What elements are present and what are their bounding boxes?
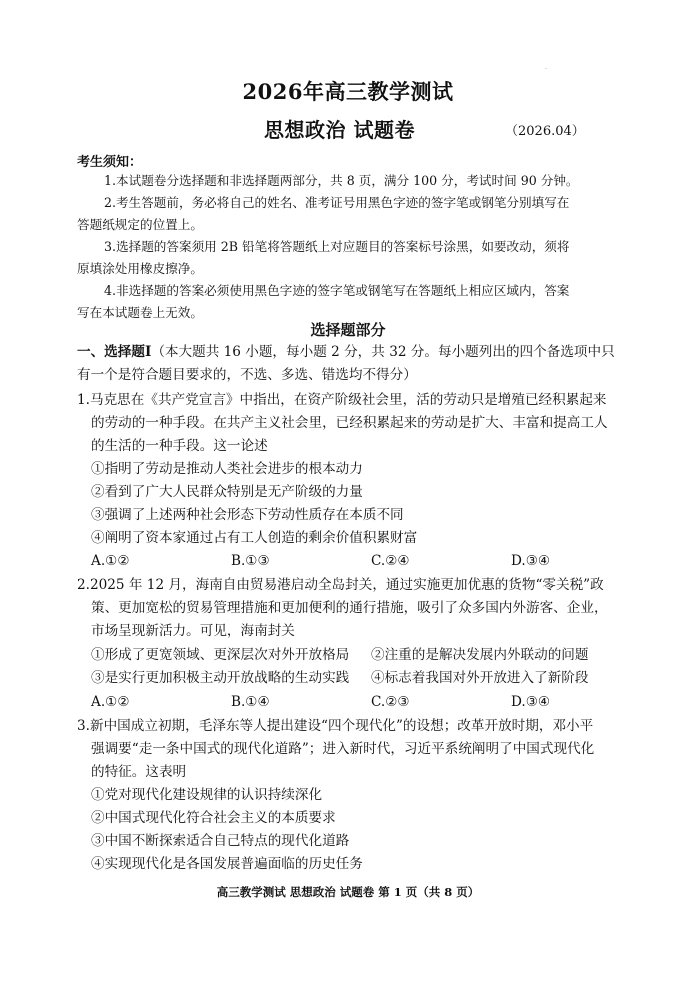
notice-line: 2.考生答题前，务必将自己的姓名、准考证号用黑色字迹的签字笔或钢笔分别填写在 — [104, 195, 570, 210]
q1-choice-a[interactable]: A.①② — [91, 553, 130, 569]
q2-statement: ②注重的是解决发展内外联动的问题 — [371, 647, 589, 663]
q3-statement: ④实现现代化是各国发展普遍面临的历史任务 — [91, 856, 363, 872]
notice-line: 答题纸规定的位置上。 — [77, 217, 203, 232]
question-3-line: 的特征。这表明 — [91, 764, 187, 780]
notice-line: 原填涂处用橡皮擦净。 — [77, 261, 203, 276]
exam-date: （2026.04） — [505, 124, 585, 139]
q1-choice-d[interactable]: D.③④ — [511, 553, 551, 569]
question-1-line: 的劳动的一种手段。在共产主义社会里，已经积累起来的劳动是扩大、丰富和提高工人 — [91, 415, 608, 431]
notice-line: 1.本试题卷分选择题和非选择题两部分，共 8 页，满分 100 分，考试时间 90 分钟。 — [104, 173, 579, 188]
question-1-line: 1.马克思在《共产党宣言》中指出，在资产阶级社会里，活的劳动只是增殖已经积累起来 — [77, 392, 607, 408]
exam-subtitle: 思想政治 试题卷 — [264, 118, 415, 142]
section-title: 选择题部分 — [310, 321, 386, 339]
q3-statement: ①党对现代化建设规律的认识持续深化 — [91, 787, 323, 803]
notice-line: 写在本试题卷上无效。 — [77, 305, 203, 320]
question-2-line: 市场呈现新活力。可见，海南封关 — [91, 623, 295, 639]
part-desc: （本大题共 16 小题，每小题 2 分，共 32 分。每小题列出的四个备选项中只 — [151, 344, 615, 360]
question-2-line: 策、更加宽松的贸易管理措施和更加便利的通行措施，吸引了众多国内外游客、企业， — [91, 600, 608, 616]
scan-dot: . — [545, 64, 547, 71]
q1-statement: ③强调了上述两种社会形态下劳动性质存在本质不同 — [91, 507, 404, 523]
exam-title: 2026年高三教学测试 — [242, 79, 454, 104]
page-footer: 高三教学测试 思想政治 试题卷 第 1 页（共 8 页） — [216, 885, 480, 899]
q1-statement: ④阐明了资本家通过占有工人创造的剩余价值积累财富 — [91, 530, 418, 546]
q1-choice-c[interactable]: C.②④ — [371, 553, 410, 569]
part-desc: 有一个是符合题目要求的，不选、多选、错选均不得分） — [77, 367, 417, 383]
q2-choice-d[interactable]: D.③④ — [511, 694, 551, 710]
part-label: 一、选择题Ⅰ — [77, 344, 152, 360]
question-2-line: 2.2025 年 12 月，海南自由贸易港启动全岛封关，通过实施更加优惠的货物“零关税”政 — [77, 577, 604, 593]
notice-label: 考生须知： — [77, 155, 143, 170]
part-instruction — [77, 341, 615, 365]
notice-line: 4.非选择题的答案必须使用黑色字迹的签字笔或钢笔写在答题纸上相应区域内，答案 — [104, 283, 570, 298]
q2-choice-c[interactable]: C.②③ — [371, 694, 410, 710]
q1-statement: ①指明了劳动是推动人类社会进步的根本动力 — [91, 461, 363, 477]
q2-choice-a[interactable]: A.①② — [91, 694, 130, 710]
q1-statement: ②看到了广大人民群众特别是无产阶级的力量 — [91, 484, 363, 500]
q3-statement: ②中国式现代化符合社会主义的本质要求 — [91, 810, 336, 826]
q2-statement: ①形成了更宽领域、更深层次对外开放格局 — [91, 647, 350, 663]
q2-choice-b[interactable]: B.①④ — [231, 694, 270, 710]
question-3-line: 3.新中国成立初期，毛泽东等人提出建设“四个现代化”的设想；改革开放时期，邓小平 — [77, 718, 594, 734]
question-3-line: 强调要“走一条中国式的现代化道路”；进入新时代，习近平系统阐明了中国式现代化 — [91, 741, 595, 757]
question-1-line: 的生活的一种手段。这一论述 — [91, 438, 268, 454]
notice-line: 3.选择题的答案须用 2B 铅笔将答题纸上对应题目的答案标号涂黑，如要改动，须将 — [104, 239, 570, 254]
q2-statement: ④标志着我国对外开放进入了新阶段 — [371, 670, 589, 686]
q2-statement: ③是实行更加积极主动开放战略的生动实践 — [91, 670, 350, 686]
q3-statement: ③中国不断探索适合自己特点的现代化道路 — [91, 833, 350, 849]
q1-choice-b[interactable]: B.①③ — [231, 553, 270, 569]
